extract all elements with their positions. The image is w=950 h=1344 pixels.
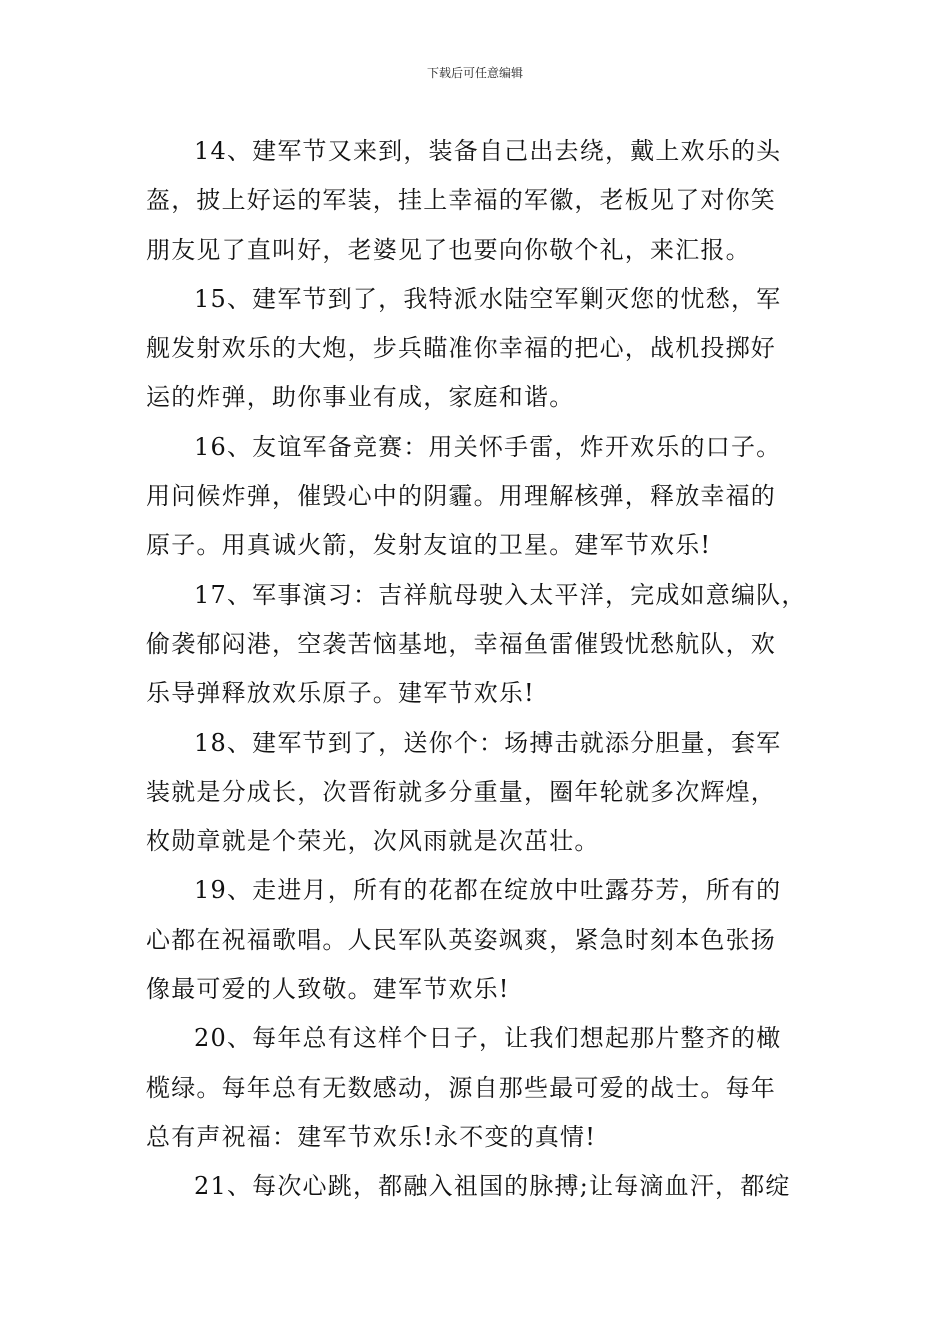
- text-line: 17、军事演习：吉祥航母驶入太平洋，完成如意编队，: [194, 580, 807, 609]
- text-line: 16、友谊军备竞赛：用关怀手雷，炸开欢乐的口子。: [194, 432, 782, 461]
- text-line: 总有声祝福：建军节欢乐!永不变的真情!: [146, 1122, 597, 1151]
- text-line: 19、走进月，所有的花都在绽放中吐露芬芳，所有的: [194, 876, 782, 905]
- paragraph-17: [146, 571, 810, 719]
- paragraph-21: [146, 1162, 810, 1211]
- text-line: 20、每年总有这样个日子，让我们想起那片整齐的橄: [194, 1024, 782, 1053]
- paragraph-16: [146, 423, 810, 571]
- text-line: 21、每次心跳，都融入祖国的脉搏;让每滴血汗，都绽: [194, 1172, 791, 1201]
- text-line: 舰发射欢乐的大炮，步兵瞄准你幸福的把心，战机投掷好: [146, 334, 776, 363]
- document-body: [146, 127, 810, 1212]
- text-line: 18、建军节到了，送你个：场搏击就添分胆量，套军: [194, 728, 782, 757]
- text-line: 用问候炸弹，催毁心中的阴霾。用理解核弹，释放幸福的: [146, 482, 776, 511]
- paragraph-15: [146, 275, 810, 423]
- paragraph-19: [146, 866, 810, 1014]
- text-line: 盔，披上好运的军装，挂上幸福的军徽，老板见了对你笑: [146, 186, 776, 215]
- text-line: 像最可爱的人致敬。建军节欢乐!: [146, 975, 510, 1004]
- text-line: 乐导弹释放欢乐原子。建军节欢乐!: [146, 679, 535, 708]
- text-line: 15、建军节到了，我特派水陆空军剿灭您的忧愁，军: [194, 284, 782, 313]
- text-line: 运的炸弹，助你事业有成，家庭和谐。: [146, 383, 575, 412]
- text-line: 偷袭郁闷港，空袭苦恼基地，幸福鱼雷催毁忧愁航队，欢: [146, 629, 776, 658]
- text-line: 心都在祝福歌唱。人民军队英姿飒爽，紧急时刻本色张扬: [146, 925, 776, 954]
- paragraph-14: [146, 127, 810, 275]
- text-line: 原子。用真诚火箭，发射友谊的卫星。建军节欢乐!: [146, 531, 712, 560]
- page-header: 下载后可任意编辑: [426, 66, 523, 80]
- text-line: 14、建军节又来到，装备自己出去绕，戴上欢乐的头: [194, 137, 782, 165]
- paragraph-18: [146, 719, 810, 867]
- text-line: 枚勋章就是个荣光，次风雨就是次茁壮。: [146, 827, 600, 856]
- text-line: 装就是分成长，次晋衔就多分重量，圈年轮就多次辉煌，: [146, 777, 776, 806]
- paragraph-20: [146, 1014, 810, 1162]
- text-line: 榄绿。每年总有无数感动，源自那些最可爱的战士。每年: [146, 1073, 776, 1102]
- text-line: 朋友见了直叫好，老婆见了也要向你敬个礼，来汇报。: [146, 235, 751, 264]
